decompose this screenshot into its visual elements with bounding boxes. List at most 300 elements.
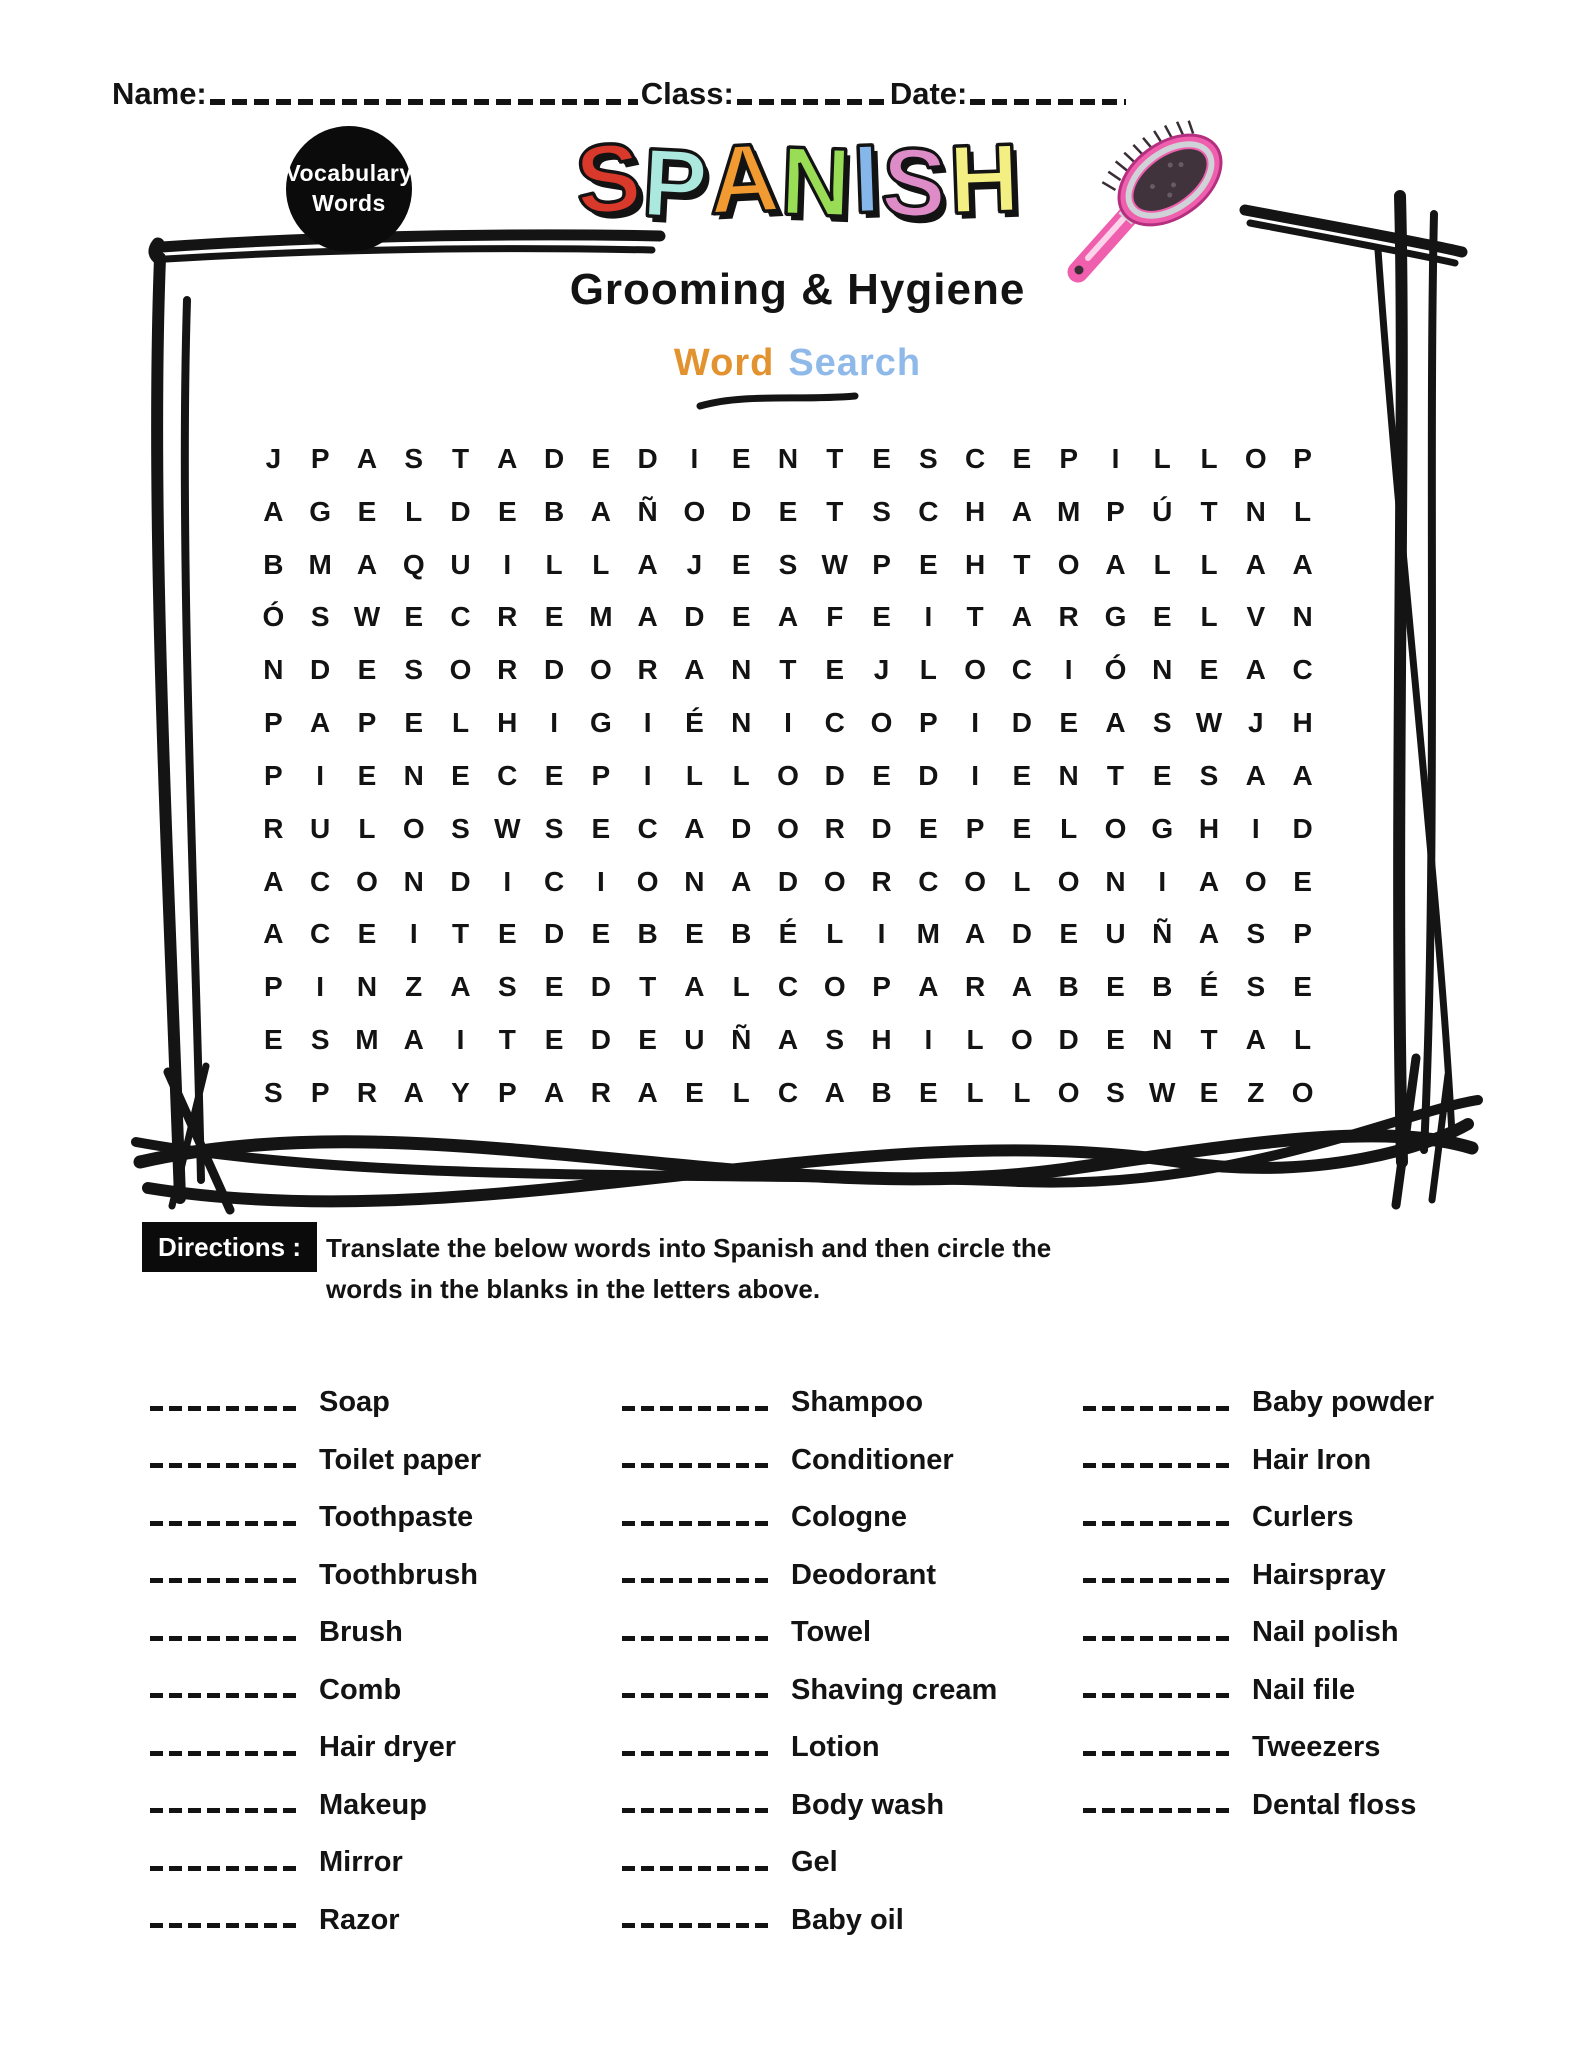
title-letter: A bbox=[706, 122, 783, 235]
name-label: Name: bbox=[112, 76, 207, 111]
grid-letter: L bbox=[1294, 495, 1312, 527]
grid-letter: H bbox=[497, 707, 518, 739]
grid-letter: R bbox=[1058, 601, 1079, 633]
grid-letter: O bbox=[402, 812, 425, 844]
date-label: Date: bbox=[889, 76, 968, 111]
grid-letter: C bbox=[824, 707, 845, 739]
grid-letter: P bbox=[497, 1076, 517, 1108]
grid-letter: E bbox=[778, 495, 798, 527]
grid-letter: P bbox=[872, 548, 891, 580]
grid-letter: D bbox=[1058, 1024, 1079, 1056]
grid-letter: S bbox=[1246, 971, 1266, 1003]
word-label: Mirror bbox=[319, 1846, 403, 1879]
grid-letter: A bbox=[543, 1076, 565, 1108]
grid-letter: E bbox=[497, 495, 517, 527]
word-item bbox=[150, 1705, 481, 1763]
word-item bbox=[622, 1648, 997, 1706]
grid-letter: E bbox=[404, 707, 424, 739]
vocabulary-badge bbox=[286, 126, 412, 252]
grid-letter: U bbox=[450, 548, 471, 580]
word-blank bbox=[150, 1578, 302, 1583]
grid-letter: I bbox=[643, 707, 652, 739]
grid-letter: E bbox=[1293, 865, 1312, 897]
word-label: Conditioner bbox=[791, 1443, 954, 1476]
grid-letter: H bbox=[964, 495, 986, 527]
grid-letter: I bbox=[503, 548, 512, 580]
word-blank bbox=[1083, 1751, 1235, 1756]
grid-letter: Ñ bbox=[731, 1024, 752, 1056]
grid-letter: F bbox=[826, 601, 844, 633]
grid-letter: L bbox=[826, 918, 844, 950]
word-label: Toilet paper bbox=[319, 1443, 482, 1476]
grid-letter: E bbox=[731, 548, 751, 580]
grid-letter: N bbox=[731, 707, 752, 739]
word-item bbox=[1083, 1763, 1434, 1821]
word-label: Baby oil bbox=[791, 1903, 904, 1936]
grid-letter: D bbox=[824, 759, 845, 791]
grid-letter: A bbox=[777, 1024, 799, 1056]
grid-letter: A bbox=[1011, 971, 1032, 1003]
word-blank bbox=[622, 1866, 774, 1871]
grid-letter: P bbox=[264, 707, 283, 739]
grid-letter: T bbox=[1106, 759, 1124, 791]
grid-letter: O bbox=[683, 495, 706, 527]
grid-letter: P bbox=[1059, 443, 1079, 474]
grid-letter: P bbox=[1293, 443, 1312, 474]
grid-letter: D bbox=[1011, 707, 1032, 739]
grid-row bbox=[250, 645, 1326, 695]
grid-letter: H bbox=[1292, 707, 1313, 739]
grid-letter: W bbox=[821, 548, 848, 580]
grid-letter: O bbox=[870, 707, 893, 739]
grid-letter: A bbox=[263, 865, 284, 897]
grid-letter: I bbox=[409, 918, 418, 950]
grid-letter: I bbox=[971, 707, 979, 739]
grid-row bbox=[250, 698, 1326, 748]
grid-letter: D bbox=[918, 759, 939, 791]
grid-letter: E bbox=[918, 1076, 938, 1108]
badge-line1: Vocabulary bbox=[285, 160, 413, 187]
grid-letter: E bbox=[404, 601, 424, 633]
grid-letter: D bbox=[1011, 918, 1032, 950]
grid-letter: O bbox=[823, 971, 846, 1003]
word-label: Lotion bbox=[791, 1731, 880, 1764]
grid-letter: A bbox=[684, 812, 705, 844]
grid-letter: E bbox=[918, 812, 938, 844]
grid-letter: N bbox=[1105, 865, 1126, 897]
grid-letter: D bbox=[684, 601, 705, 633]
grid-letter: A bbox=[403, 1076, 424, 1108]
grid-letter: S bbox=[1246, 918, 1266, 950]
grid-letter: S bbox=[264, 1076, 283, 1108]
word-blank bbox=[622, 1808, 774, 1813]
grid-letter: M bbox=[308, 548, 332, 580]
word-item bbox=[622, 1878, 997, 1936]
word-label: Deodorant bbox=[791, 1558, 936, 1591]
grid-letter: D bbox=[310, 654, 331, 686]
grid-letter: A bbox=[356, 548, 378, 580]
grid-letter: N bbox=[1292, 601, 1313, 633]
word-label: Makeup bbox=[319, 1788, 427, 1821]
grid-letter: A bbox=[310, 707, 331, 739]
grid-letter: L bbox=[966, 1024, 984, 1056]
grid-letter: L bbox=[919, 654, 937, 686]
grid-letter: E bbox=[591, 812, 611, 844]
grid-letter: A bbox=[1245, 1024, 1266, 1056]
grid-letter: A bbox=[918, 971, 939, 1003]
grid-letter: A bbox=[637, 548, 658, 580]
word-blank bbox=[150, 1751, 302, 1756]
grid-letter: L bbox=[545, 548, 563, 580]
grid-letter: P bbox=[965, 812, 985, 844]
word-blank bbox=[150, 1463, 302, 1468]
grid-letter: N bbox=[263, 654, 284, 686]
grid-letter: A bbox=[1011, 495, 1032, 527]
grid-letter: D bbox=[777, 865, 799, 897]
grid-row bbox=[250, 1015, 1326, 1065]
grid-letter: L bbox=[685, 759, 703, 791]
grid-letter: Ñ bbox=[1152, 918, 1173, 950]
grid-letter: O bbox=[589, 654, 612, 686]
grid-letter: É bbox=[685, 707, 704, 739]
grid-letter: O bbox=[823, 865, 846, 897]
date-blank bbox=[970, 99, 1126, 105]
grid-letter: I bbox=[643, 759, 652, 791]
title-letter: H bbox=[947, 122, 1022, 235]
grid-letter: E bbox=[1199, 654, 1219, 686]
word-blank bbox=[150, 1406, 302, 1411]
word-item bbox=[1083, 1418, 1434, 1476]
grid-letter: L bbox=[451, 707, 470, 739]
grid-letter: A bbox=[684, 971, 705, 1003]
grid-letter: D bbox=[731, 495, 752, 527]
grid-letter: A bbox=[637, 601, 658, 633]
grid-letter: E bbox=[544, 1024, 564, 1056]
grid-letter: L bbox=[592, 548, 610, 580]
grid-letter: M bbox=[916, 918, 940, 950]
grid-letter: I bbox=[877, 918, 886, 950]
grid-letter: E bbox=[357, 918, 377, 950]
grid-letter: I bbox=[1064, 654, 1073, 686]
grid-letter: D bbox=[871, 812, 892, 844]
title-letter: S bbox=[879, 126, 950, 239]
word-label: Comb bbox=[319, 1673, 402, 1706]
word-label: Toothpaste bbox=[319, 1501, 474, 1534]
grid-letter: S bbox=[825, 1024, 845, 1056]
grid-letter: E bbox=[872, 759, 891, 791]
grid-letter: E bbox=[591, 918, 611, 950]
grid-letter: T bbox=[826, 443, 844, 474]
word-label: Nail file bbox=[1252, 1673, 1356, 1706]
grid-letter: P bbox=[264, 759, 283, 791]
grid-letter: L bbox=[1153, 548, 1171, 580]
grid-letter: M bbox=[355, 1024, 379, 1056]
grid-letter: H bbox=[1198, 812, 1220, 844]
grid-letter: E bbox=[451, 759, 470, 791]
grid-letter: T bbox=[1013, 548, 1031, 580]
grid-letter: D bbox=[543, 654, 565, 686]
grid-letter: H bbox=[871, 1024, 892, 1056]
grid-letter: N bbox=[1245, 495, 1266, 527]
grid-letter: T bbox=[639, 971, 657, 1003]
grid-letter: A bbox=[263, 495, 284, 527]
grid-letter: N bbox=[356, 971, 378, 1003]
grid-letter: E bbox=[638, 1024, 657, 1056]
grid-letter: Ó bbox=[1104, 654, 1127, 686]
word-label: Towel bbox=[791, 1616, 872, 1649]
grid-row bbox=[250, 434, 1326, 484]
grid-letter: Z bbox=[405, 971, 423, 1003]
grid-letter: N bbox=[403, 759, 424, 791]
grid-letter: L bbox=[1200, 548, 1218, 580]
grid-letter: W bbox=[1149, 1076, 1176, 1108]
grid-letter: A bbox=[777, 601, 799, 633]
grid-letter: E bbox=[731, 601, 751, 633]
grid-letter: P bbox=[591, 759, 611, 791]
grid-letter: S bbox=[1199, 759, 1219, 791]
grid-letter: C bbox=[777, 1076, 799, 1108]
grid-letter: Y bbox=[451, 1076, 470, 1108]
grid-letter: R bbox=[356, 1076, 378, 1108]
wordsearch-heading bbox=[545, 344, 1050, 382]
grid-letter: L bbox=[1060, 812, 1078, 844]
grid-letter: A bbox=[590, 495, 611, 527]
word-item bbox=[622, 1590, 997, 1648]
grid-letter: R bbox=[964, 971, 986, 1003]
grid-letter: J bbox=[873, 654, 890, 686]
word-search-grid bbox=[250, 434, 1326, 1118]
grid-letter: M bbox=[589, 601, 613, 633]
word-blank bbox=[622, 1751, 774, 1756]
grid-letter: A bbox=[1105, 548, 1126, 580]
grid-letter: G bbox=[589, 707, 612, 739]
grid-letter: L bbox=[405, 495, 423, 527]
grid-letter: R bbox=[263, 812, 284, 844]
grid-letter: S bbox=[778, 548, 798, 580]
grid-letter: E bbox=[685, 918, 704, 950]
word-item bbox=[150, 1878, 481, 1936]
grid-letter: C bbox=[918, 865, 939, 897]
grid-letter: E bbox=[731, 443, 751, 474]
grid-letter: L bbox=[1294, 1024, 1312, 1056]
grid-letter: É bbox=[1199, 971, 1219, 1003]
grid-letter: A bbox=[1198, 918, 1220, 950]
grid-letter: A bbox=[731, 865, 752, 897]
grid-letter: L bbox=[358, 812, 376, 844]
grid-letter: S bbox=[451, 812, 470, 844]
word-blank bbox=[1083, 1693, 1235, 1698]
grid-letter: R bbox=[497, 601, 518, 633]
grid-letter: C bbox=[777, 971, 799, 1003]
word-item bbox=[150, 1590, 481, 1648]
word-item bbox=[622, 1763, 997, 1821]
word-label: Curlers bbox=[1252, 1501, 1354, 1534]
grid-row bbox=[250, 962, 1326, 1012]
word-item bbox=[1083, 1705, 1434, 1763]
grid-letter: E bbox=[357, 654, 377, 686]
grid-letter: P bbox=[357, 707, 377, 739]
grid-letter: L bbox=[732, 971, 750, 1003]
grid-letter: C bbox=[918, 495, 939, 527]
grid-letter: O bbox=[1011, 1024, 1033, 1056]
word-item bbox=[1083, 1360, 1434, 1418]
grid-letter: B bbox=[1152, 971, 1173, 1003]
grid-letter: E bbox=[1199, 1076, 1219, 1108]
subtitle: Grooming & Hygiene bbox=[569, 265, 1026, 314]
grid-letter: T bbox=[826, 495, 844, 527]
grid-letter: O bbox=[1291, 1076, 1314, 1108]
word-blank bbox=[150, 1636, 302, 1641]
grid-row bbox=[250, 487, 1326, 537]
grid-letter: B bbox=[263, 548, 284, 580]
grid-letter: A bbox=[824, 1076, 845, 1108]
grid-letter: G bbox=[309, 495, 332, 527]
grid-letter: T bbox=[498, 1024, 516, 1056]
badge-line2: Words bbox=[312, 190, 386, 216]
grid-letter: I bbox=[596, 865, 605, 897]
grid-letter: I bbox=[784, 707, 792, 739]
grid-letter: D bbox=[590, 971, 611, 1003]
directions-line1: Translate the below words into Spanish and then circle the bbox=[326, 1233, 1052, 1263]
grid-letter: W bbox=[353, 601, 381, 633]
grid-row bbox=[250, 1068, 1326, 1118]
word-blank bbox=[150, 1693, 302, 1698]
grid-letter: I bbox=[503, 865, 512, 897]
word-blank bbox=[150, 1808, 302, 1813]
word-column bbox=[150, 1360, 481, 1935]
word-label: Hair dryer bbox=[319, 1731, 457, 1764]
word-blank bbox=[1083, 1521, 1235, 1526]
grid-letter: S bbox=[497, 971, 517, 1003]
word-blank bbox=[1083, 1636, 1235, 1641]
grid-letter: P bbox=[872, 971, 891, 1003]
grid-letter: E bbox=[1012, 812, 1032, 844]
word-item bbox=[150, 1475, 481, 1533]
grid-letter: B bbox=[731, 918, 752, 950]
grid-letter: S bbox=[918, 443, 938, 474]
word-blank bbox=[150, 1521, 302, 1526]
grid-letter: E bbox=[357, 759, 377, 791]
grid-letter: A bbox=[497, 443, 518, 474]
grid-letter: E bbox=[544, 971, 564, 1003]
grid-letter: E bbox=[357, 495, 377, 527]
grid-letter: S bbox=[404, 443, 424, 474]
grid-letter: E bbox=[1012, 443, 1032, 474]
grid-letter: A bbox=[684, 654, 705, 686]
grid-letter: O bbox=[964, 865, 986, 897]
grid-letter: T bbox=[779, 654, 797, 686]
grid-letter: I bbox=[924, 1024, 933, 1056]
word-item bbox=[622, 1820, 997, 1878]
grid-row bbox=[250, 751, 1326, 801]
grid-letter: E bbox=[497, 918, 517, 950]
word-label: Tweezers bbox=[1252, 1731, 1381, 1764]
grid-letter: S bbox=[1152, 707, 1172, 739]
header bbox=[112, 78, 1502, 109]
grid-letter: E bbox=[591, 443, 611, 474]
grid-letter: Ó bbox=[262, 601, 285, 633]
grid-letter: A bbox=[403, 1024, 424, 1056]
grid-letter: O bbox=[1244, 443, 1267, 474]
word-blank bbox=[622, 1636, 774, 1641]
grid-letter: T bbox=[1200, 495, 1218, 527]
word-item bbox=[622, 1705, 997, 1763]
grid-letter: P bbox=[264, 971, 283, 1003]
grid-letter: D bbox=[450, 495, 471, 527]
grid-letter: S bbox=[404, 654, 424, 686]
grid-letter: C bbox=[310, 865, 331, 897]
grid-letter: O bbox=[1104, 812, 1127, 844]
grid-row bbox=[250, 592, 1326, 642]
grid-letter: N bbox=[1058, 759, 1079, 791]
word-label: Gel bbox=[791, 1846, 838, 1879]
grid-letter: B bbox=[637, 918, 658, 950]
grid-letter: D bbox=[543, 443, 565, 474]
grid-letter: Ñ bbox=[637, 495, 658, 527]
grid-letter: G bbox=[1151, 812, 1174, 844]
grid-letter: N bbox=[1152, 1024, 1173, 1056]
word-blank bbox=[622, 1406, 774, 1411]
word-blank bbox=[622, 1693, 774, 1698]
grid-letter: T bbox=[966, 601, 984, 633]
grid-letter: L bbox=[1013, 865, 1031, 897]
grid-letter: J bbox=[265, 443, 282, 474]
grid-letter: E bbox=[1059, 707, 1079, 739]
grid-letter: I bbox=[924, 601, 933, 633]
grid-letter: C bbox=[1011, 654, 1032, 686]
word-blank bbox=[1083, 1578, 1235, 1583]
title-letter: I bbox=[851, 123, 883, 234]
grid-letter: S bbox=[544, 812, 564, 844]
word-blank bbox=[150, 1866, 302, 1871]
grid-letter: E bbox=[544, 601, 564, 633]
grid-letter: W bbox=[1195, 707, 1223, 739]
word-item bbox=[150, 1763, 481, 1821]
word-label: Cologne bbox=[791, 1501, 907, 1534]
grid-letter: D bbox=[731, 812, 752, 844]
spanish-title bbox=[545, 121, 1050, 240]
grid-letter: E bbox=[1293, 971, 1312, 1003]
grid-letter: C bbox=[964, 443, 986, 474]
word-item bbox=[1083, 1648, 1434, 1706]
directions-label: Directions : bbox=[158, 1232, 302, 1262]
grid-row bbox=[250, 540, 1326, 590]
word-label: Nail polish bbox=[1252, 1616, 1399, 1649]
grid-letter: A bbox=[1011, 601, 1032, 633]
grid-letter: C bbox=[1292, 654, 1313, 686]
grid-letter: J bbox=[1248, 707, 1264, 739]
word-column bbox=[622, 1360, 997, 1935]
grid-letter: O bbox=[449, 654, 472, 686]
grid-letter: D bbox=[543, 918, 565, 950]
grid-letter: H bbox=[964, 548, 986, 580]
grid-letter: R bbox=[497, 654, 518, 686]
grid-letter: O bbox=[777, 812, 799, 844]
grid-letter: E bbox=[685, 1076, 704, 1108]
directions-label-box bbox=[142, 1222, 317, 1272]
word-label: Toothbrush bbox=[319, 1558, 478, 1591]
grid-letter: O bbox=[1057, 548, 1080, 580]
grid-letter: Q bbox=[402, 548, 425, 580]
grid-letter: A bbox=[1245, 654, 1266, 686]
word-blank bbox=[622, 1578, 774, 1583]
grid-letter: A bbox=[964, 918, 986, 950]
grid-letter: W bbox=[494, 812, 521, 844]
word-item bbox=[1083, 1533, 1434, 1591]
grid-letter: R bbox=[824, 812, 845, 844]
grid-letter: V bbox=[1246, 601, 1266, 633]
grid-letter: P bbox=[1293, 918, 1312, 950]
